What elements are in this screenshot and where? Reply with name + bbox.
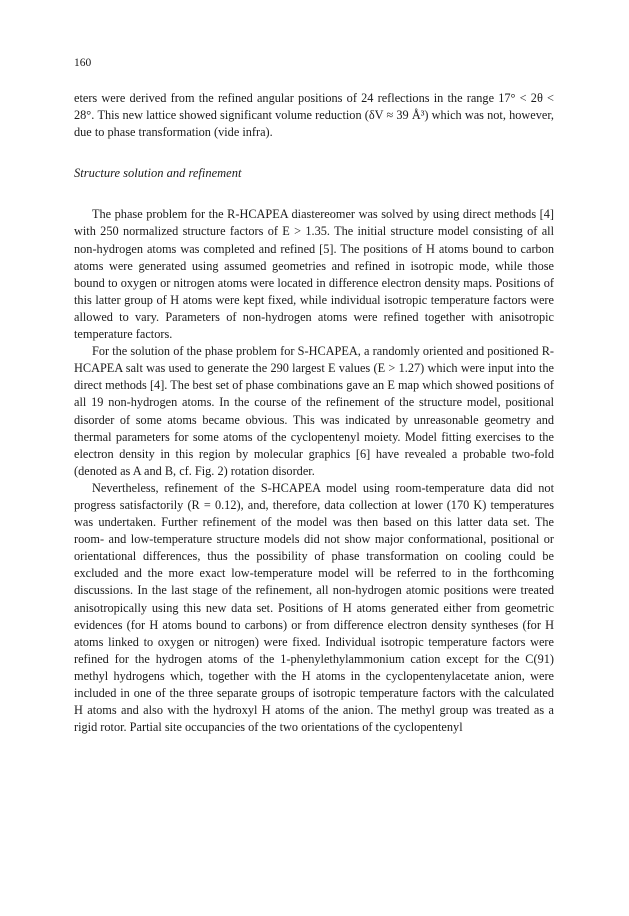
paragraph-s-hcapea: For the solution of the phase problem for S-HCAPEA, a randomly oriented and positioned R-HCAPEA salt was used to generate the 290 largest E values (E > 1.27) which were input into the direct methods [4]. The best set of phase combinations gave an E map which showed positions of all 19 non-hydrogen atoms. In the course of the refinement of the structure model, positional disorder of some atoms became obvious. This was indicated by unreasonable geometry and thermal parameters for some atoms of the cyclopentenyl moiety. Model fitting exercises to the electron density in this region by molecular graphics [6] have revealed a probable two-fold (denoted as A and B, cf. Fig. 2) rotation disorder. [74, 344, 554, 478]
paragraph-r-hcapea: The phase problem for the R-HCAPEA diastereomer was solved by using direct methods [4] with 250 normalized structure factors of E > 1.35. The initial structure model consisting of all non-hydrogen atoms was completed and refined [5]. The positions of H atoms bound to carbon atoms were generated using assumed geometries and refined in isotropic mode, while those bound to oxygen or nitrogen atoms were located in difference electron density maps. Positions of this latter group of H atoms were kept fixed, while individual isotropic temperature factors were allowed to vary. Parameters of non-hydrogen atoms were refined together with anisotropic temperature factors. [74, 207, 554, 342]
section-heading: Structure solution and refinement [74, 166, 242, 181]
paragraph-spacer [74, 192, 554, 206]
body-text [74, 90, 554, 736]
paragraph-spacer [74, 141, 554, 155]
page-number: 160 [74, 57, 92, 69]
paragraph-refinement: Nevertheless, refinement of the S-HCAPEA model using room-temperature data did not progress satisfactorily (R = 0.12), and, therefore, data collection at lower (170 K) temperatures was undertaken. Further refinement of the model was then based on this latter data set. The room- and low-temperature structure models did not show major conformational, positional or orientational differences, thus the possibility of phase transformation on cooling could be excluded and the more exact low-temperature model will be referred to in the forthcoming discussions. In the last stage of the refinement, all non-hydrogen atomic positions were treated anisotropically using this new data set. Positions of H atoms generated either from geometric evidences (for H atoms bound to carbons) or from difference electron density syntheses (for H atoms linked to oxygen or nitrogen) were fixed. Individual isotropic temperature factors were refined for the hydrogen atoms of the 1-phenylethylammonium cation except for the C(91) methyl hydrogens which, together with the H atoms in the cyclopentenylacetate anion, were included in one of the three separate groups of isotropic temperature factors with the calculated H atoms and also with the hydroxyl H atoms of the anion. The methyl group was treated as a rigid rotor. Partial site occupancies of the two orientations of the cyclopentenyl [74, 480, 554, 735]
paragraph-continuation: eters were derived from the refined angular positions of 24 reflections in the range 17° < 2θ < 28°. This new lattice showed significant volume reduction (δV ≈ 39 Å³) which was not, however, due to phase transformation (vide infra). [74, 91, 554, 140]
